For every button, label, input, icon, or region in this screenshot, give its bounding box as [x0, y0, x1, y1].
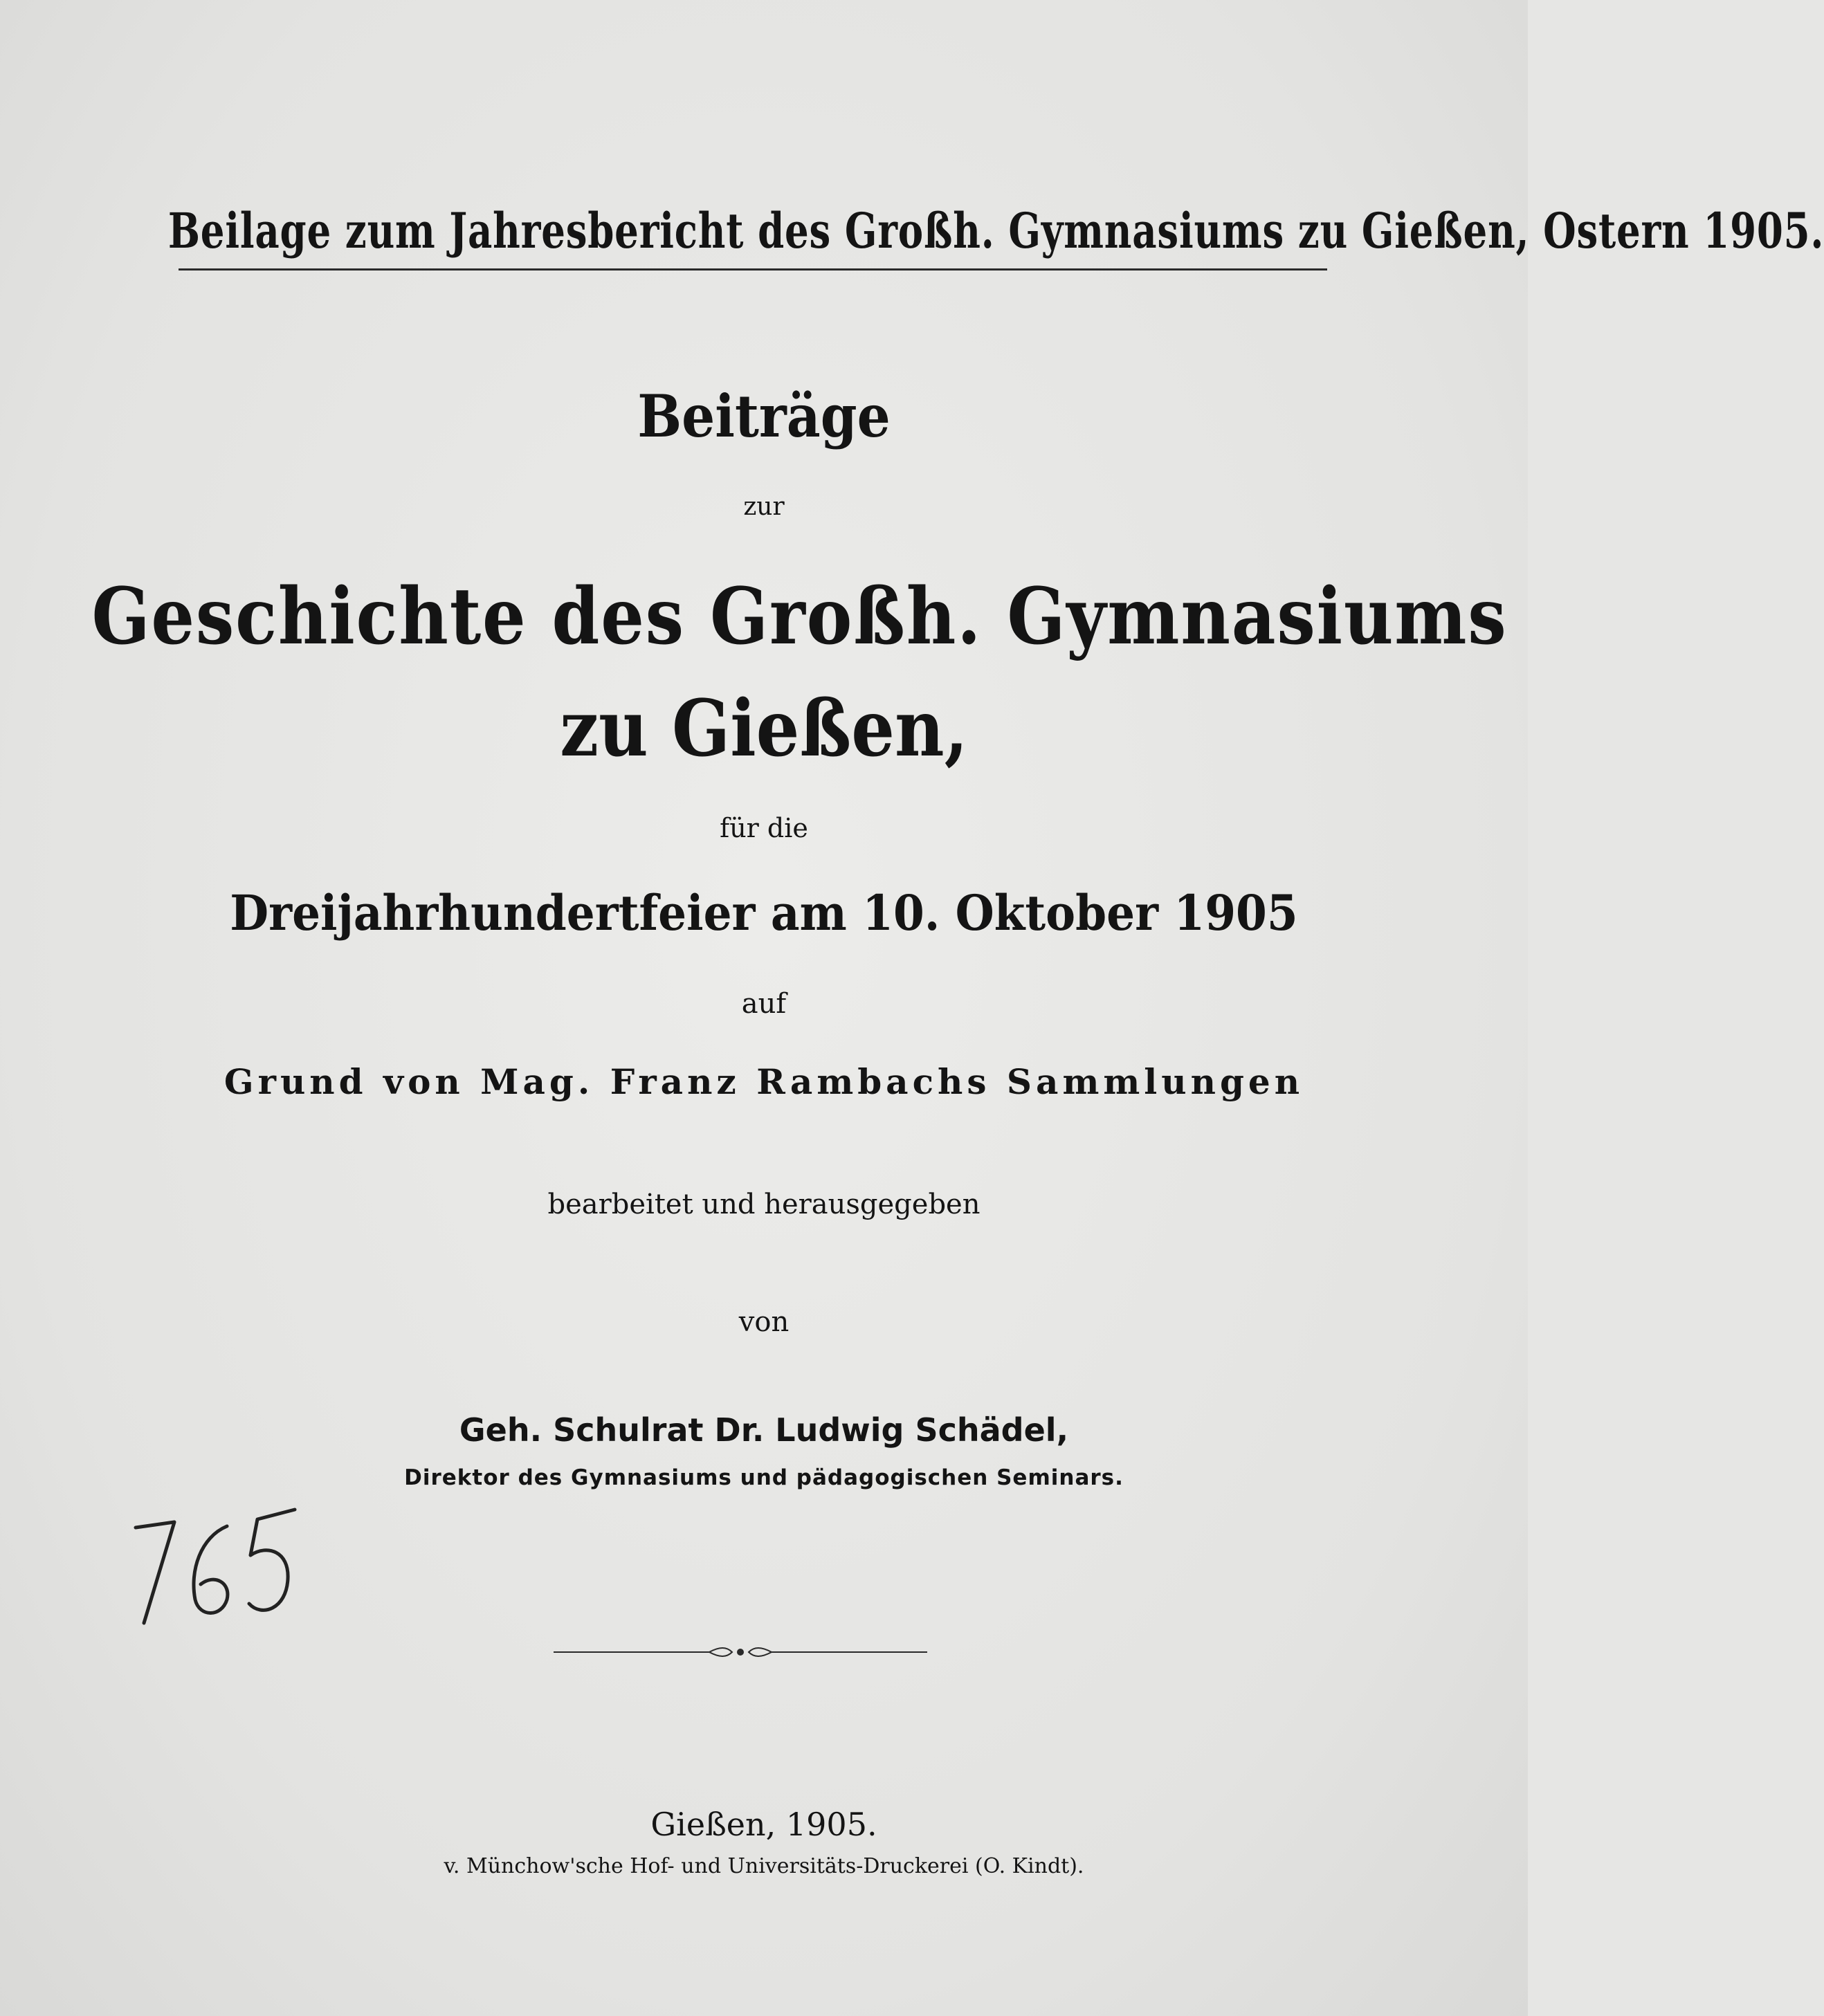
author-name: Geh. Schulrat Dr. Ludwig Schädel,	[459, 1411, 1069, 1449]
subtitle-auf: auf	[741, 988, 787, 1020]
publication-place-year: Gießen, 1905.	[650, 1806, 877, 1843]
subtitle-grund: Grund von Mag. Franz Rambachs Sammlungen	[224, 1061, 1304, 1102]
editor-note: bearbeitet und herausgegeben	[547, 1189, 981, 1220]
header-rule	[179, 268, 1327, 271]
title-zur: zur	[743, 493, 785, 521]
handwritten-number	[123, 1507, 303, 1631]
ornament-divider	[554, 1645, 927, 1659]
author-title: Direktor des Gymnasiums und pädagogischen Seminars.	[404, 1465, 1124, 1490]
header-supplement-line: Beilage zum Jahresbericht des Großh. Gymnasiums zu Gießen, Ostern 1905.	[167, 202, 1824, 259]
editor-von: von	[738, 1306, 790, 1338]
title-giessen: zu Gießen,	[560, 684, 968, 774]
subtitle-feier: Dreijahrhundertfeier am 10. Oktober 1905	[230, 884, 1298, 942]
subtitle-fuer-die: für die	[720, 813, 808, 843]
title-beitraege: Beiträge	[637, 382, 891, 450]
title-main: Geschichte des Großh. Gymnasiums	[91, 571, 1508, 662]
printer-imprint: v. Münchow'sche Hof- und Universitäts-Druckerei (O. Kindt).	[444, 1854, 1084, 1878]
